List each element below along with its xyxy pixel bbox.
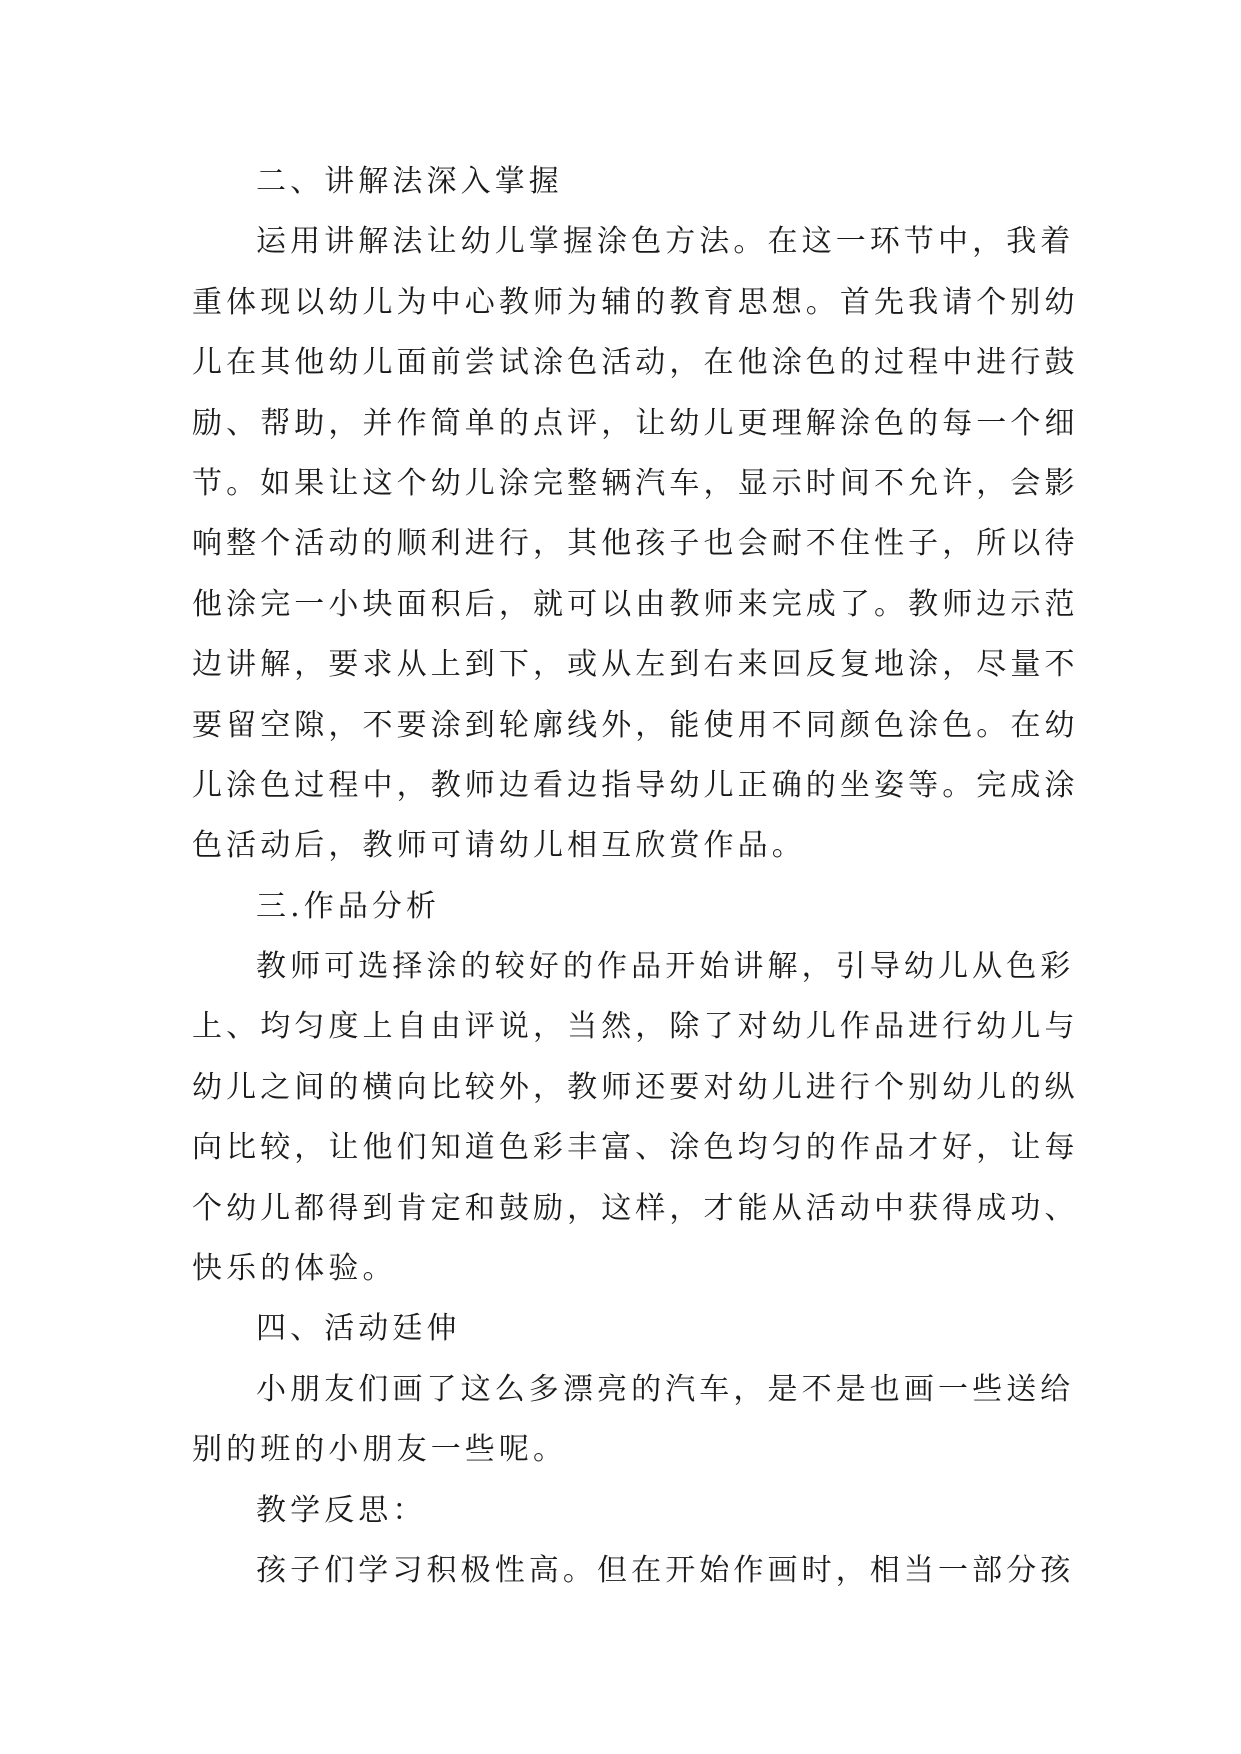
- paragraph-line: 节。如果让这个幼儿涂完整辆汽车，显示时间不允许，会影: [192, 465, 1079, 501]
- paragraph-line: 个幼儿都得到肯定和鼓励，这样，才能从活动中获得成功、: [192, 1190, 1079, 1226]
- paragraph-line: 上、均匀度上自由评说，当然，除了对幼儿作品进行幼儿与: [192, 1009, 1079, 1045]
- section-heading: 二、讲解法深入掌握: [256, 164, 563, 199]
- paragraph-line: 小朋友们画了这么多漂亮的汽车，是不是也画一些送给: [256, 1371, 1075, 1407]
- section-heading: 三.作品分析: [256, 888, 441, 924]
- paragraph-line: 向比较，让他们知道色彩丰富、涂色均匀的作品才好，让每: [192, 1130, 1079, 1166]
- paragraph-line: 幼儿之间的横向比较外，教师还要对幼儿进行个别幼儿的纵: [192, 1069, 1079, 1105]
- paragraph-line: 边讲解，要求从上到下，或从左到右来回反复地涂，尽量不: [192, 647, 1079, 683]
- paragraph-line: 教师可选择涂的较好的作品开始讲解，引导幼儿从色彩: [256, 949, 1075, 985]
- paragraph-line: 励、帮助，并作简单的点评，让幼儿更理解涂色的每一个细: [192, 405, 1079, 441]
- paragraph-line: 要留空隙，不要涂到轮廓线外，能使用不同颜色涂色。在幼: [192, 707, 1079, 743]
- paragraph-line: 色活动后，教师可请幼儿相互欣赏作品。: [192, 828, 806, 864]
- paragraph-line: 别的班的小朋友一些呢。: [192, 1432, 568, 1468]
- paragraph-line: 儿在其他幼儿面前尝试涂色活动，在他涂色的过程中进行鼓: [192, 345, 1079, 381]
- paragraph-line: 孩子们学习积极性高。但在开始作画时，相当一部分孩: [256, 1552, 1075, 1588]
- paragraph-line: 重体现以幼儿为中心教师为辅的教育思想。首先我请个别幼: [192, 284, 1079, 320]
- section-heading: 教学反思：: [256, 1492, 427, 1528]
- paragraph-line: 他涂完一小块面积后，就可以由教师来完成了。教师边示范: [192, 586, 1079, 622]
- document-page: [192, 158, 1079, 1607]
- paragraph-line: 响整个活动的顺利进行，其他孩子也会耐不住性子，所以待: [192, 526, 1079, 562]
- paragraph-line: 运用讲解法让幼儿掌握涂色方法。在这一环节中，我着: [256, 224, 1075, 260]
- section-heading: 四、活动廷伸: [256, 1311, 461, 1347]
- paragraph-line: 儿涂色过程中，教师边看边指导幼儿正确的坐姿等。完成涂: [192, 767, 1079, 803]
- paragraph-line: 快乐的体验。: [192, 1251, 397, 1287]
